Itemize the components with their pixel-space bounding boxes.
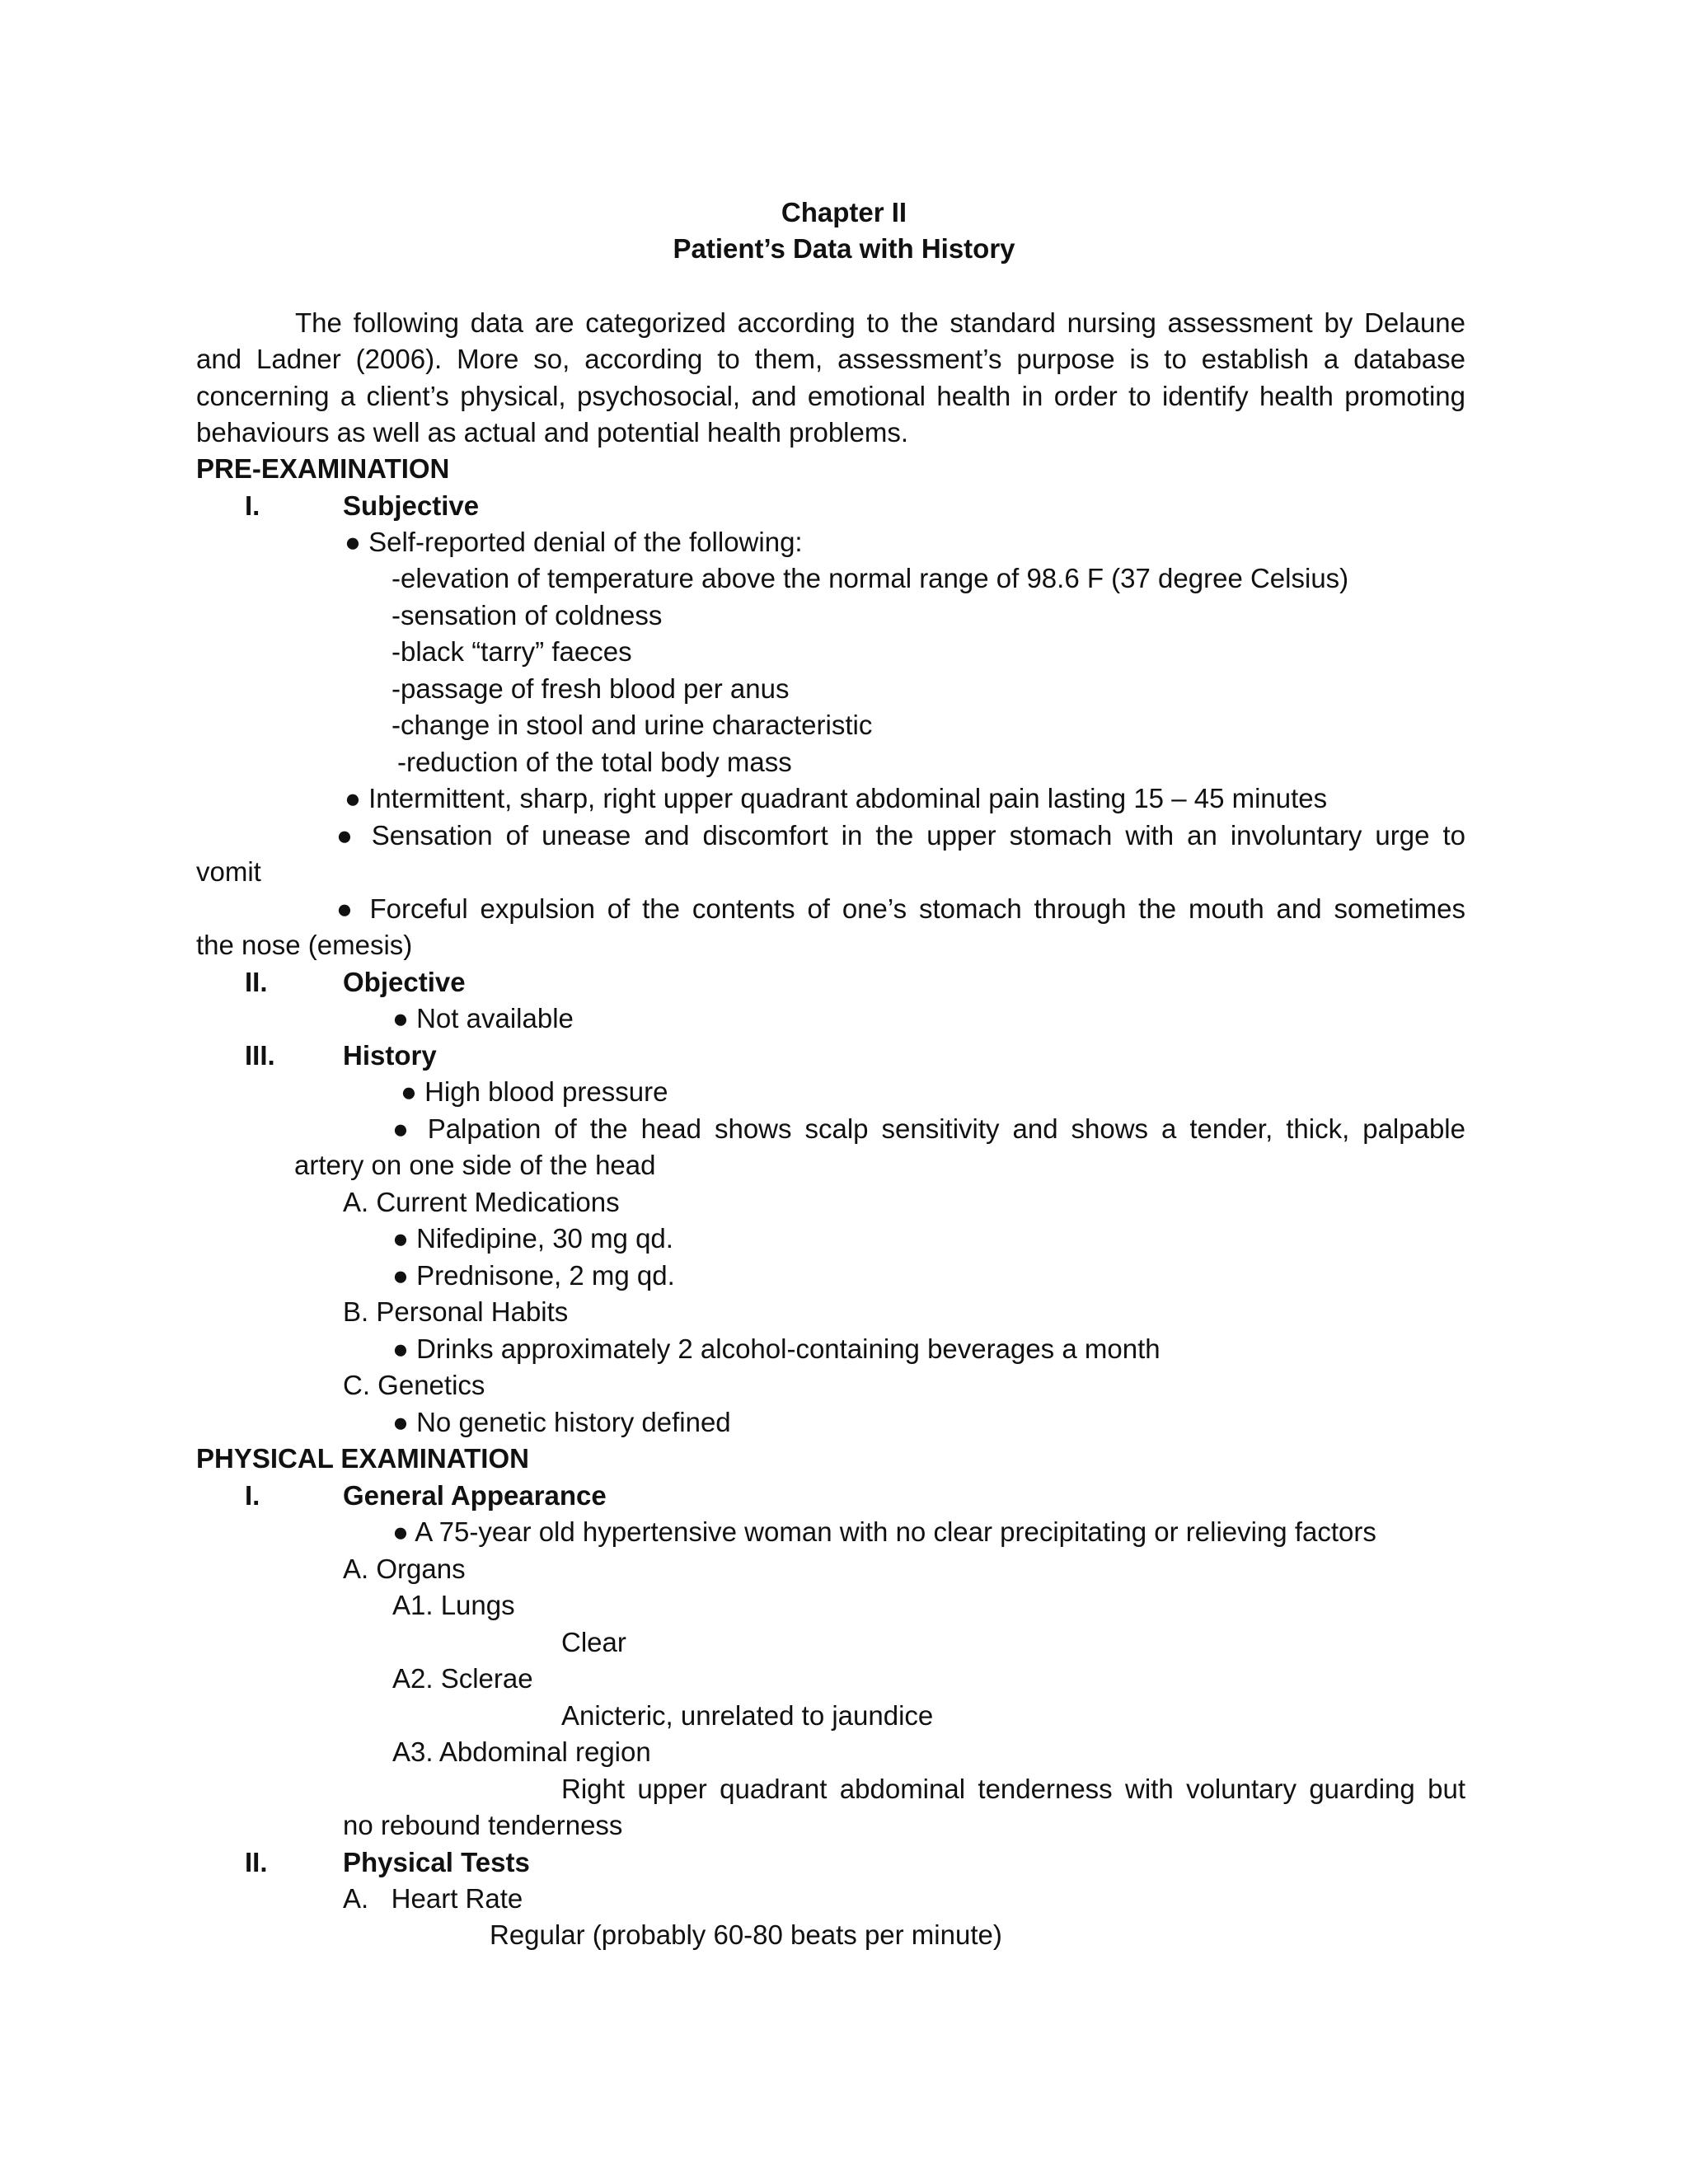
medication-item: ● Nifedipine, 30 mg qd. bbox=[392, 1223, 673, 1254]
history-palpation-item: ● Palpation of the head shows scalp sensitivity and shows a tender, thick, palpable bbox=[392, 1113, 1465, 1144]
objective-num: II. bbox=[245, 967, 268, 997]
pain-item: ● Intermittent, sharp, right upper quadrant abdominal pain lasting 15 – 45 minutes bbox=[345, 783, 1328, 813]
denial-item: -reduction of the total body mass bbox=[397, 747, 792, 777]
emesis-item-cont: the nose (emesis) bbox=[196, 930, 413, 960]
sclerae-value: Anicteric, unrelated to jaundice bbox=[561, 1700, 934, 1731]
heart-rate-label: A. Heart Rate bbox=[343, 1883, 523, 1914]
subjective-num: I. bbox=[245, 490, 260, 521]
denial-item: -passage of fresh blood per anus bbox=[392, 673, 790, 704]
page-title: Patient’s Data with History bbox=[673, 233, 1015, 264]
emesis-item: ● Forceful expulsion of the contents of one’s stomach through the mouth and sometimes bbox=[336, 893, 1465, 924]
abdomen-value: Right upper quadrant abdominal tenderness with voluntary guarding but bbox=[561, 1774, 1465, 1804]
denial-item: -elevation of temperature above the normal range of 98.6 F (37 degree Celsius) bbox=[392, 563, 1349, 593]
abdomen-label: A3. Abdominal region bbox=[392, 1736, 651, 1767]
denial-item: -sensation of coldness bbox=[392, 600, 663, 630]
pre-exam-heading: PRE-EXAMINATION bbox=[196, 453, 450, 484]
abdomen-value-cont: no rebound tenderness bbox=[343, 1810, 623, 1840]
physical-exam-heading: PHYSICAL EXAMINATION bbox=[196, 1443, 529, 1474]
lungs-label: A1. Lungs bbox=[392, 1590, 515, 1620]
intro-text: The following data are categorized according to the standard nursing assessment by Delaune and Ladner (2006). More so, according to them, assessment’s purpose is to establish a database concerning a client’s physical, psychosocial, and emotional health in order to identify health promoting behaviours as well as actual and potential health problems. bbox=[196, 307, 1465, 448]
medications-heading: A. Current Medications bbox=[343, 1187, 620, 1217]
objective-heading: Objective bbox=[343, 967, 466, 997]
history-num: III. bbox=[245, 1040, 275, 1071]
lungs-value: Clear bbox=[561, 1627, 626, 1657]
habits-heading: B. Personal Habits bbox=[343, 1296, 569, 1327]
denial-item: -black “tarry” faeces bbox=[392, 636, 632, 667]
general-appearance-item: ● A 75-year old hypertensive woman with no clear precipitating or relieving factors bbox=[392, 1516, 1376, 1547]
intro-paragraph bbox=[196, 305, 1465, 452]
general-appearance-heading: General Appearance bbox=[343, 1480, 607, 1511]
objective-item: ● Not available bbox=[392, 1003, 574, 1033]
history-bp-item: ● High blood pressure bbox=[401, 1076, 668, 1107]
nausea-item-cont: vomit bbox=[196, 856, 261, 887]
genetics-item: ● No genetic history defined bbox=[392, 1407, 731, 1437]
genetics-heading: C. Genetics bbox=[343, 1370, 485, 1400]
organs-heading: A. Organs bbox=[343, 1554, 466, 1584]
history-palpation-cont: artery on one side of the head bbox=[294, 1150, 656, 1180]
tests-num: II. bbox=[245, 1847, 268, 1877]
medication-item: ● Prednisone, 2 mg qd. bbox=[392, 1260, 675, 1291]
habits-item: ● Drinks approximately 2 alcohol-containing beverages a month bbox=[392, 1333, 1160, 1364]
subjective-heading: Subjective bbox=[343, 490, 480, 521]
history-heading: History bbox=[343, 1040, 437, 1071]
general-num: I. bbox=[245, 1480, 260, 1511]
sclerae-label: A2. Sclerae bbox=[392, 1663, 533, 1694]
chapter-label: Chapter II bbox=[781, 197, 907, 227]
denial-intro: ● Self-reported denial of the following: bbox=[345, 527, 803, 557]
denial-item: -change in stool and urine characteristic bbox=[392, 710, 873, 740]
nausea-item: ● Sensation of unease and discomfort in the upper stomach with an involuntary urge to bbox=[336, 820, 1465, 851]
heart-rate-value: Regular (probably 60-80 beats per minute) bbox=[490, 1919, 1002, 1950]
physical-tests-heading: Physical Tests bbox=[343, 1847, 530, 1877]
